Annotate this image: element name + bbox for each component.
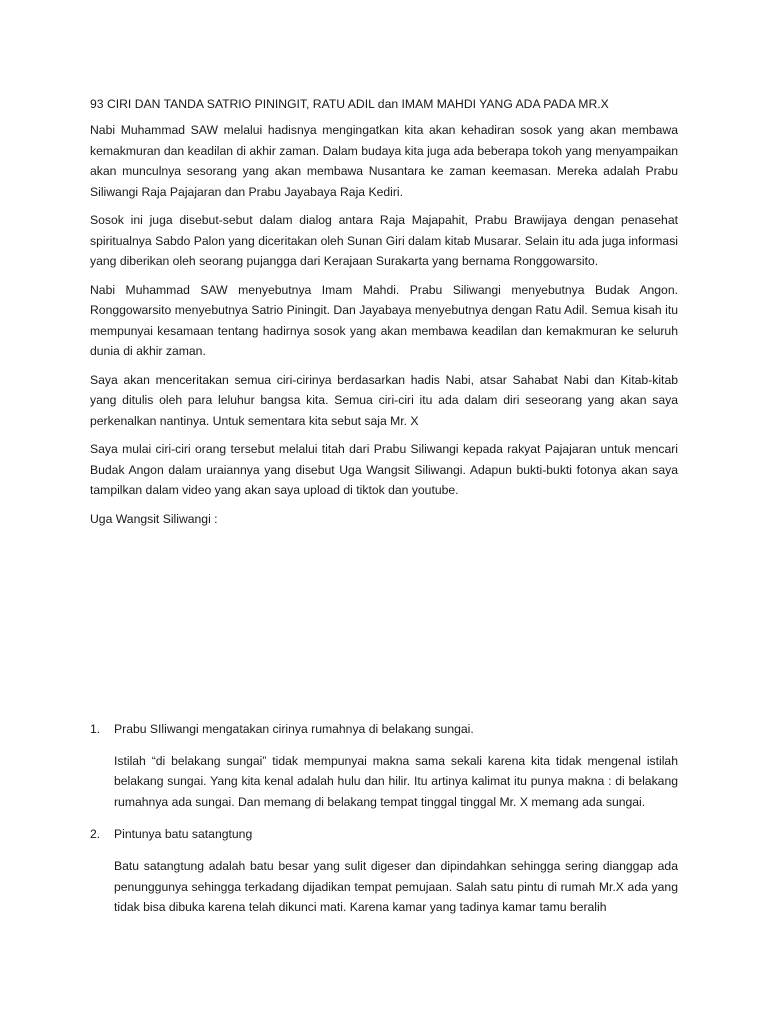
list-item-body: Batu satangtung adalah batu besar yang sulit digeser dan dipindahkan sehingga sering dianggap ada penunggunya sehingga terkadang dijadikan tempat pemujaan. Salah satu pintu di rumah Mr.X ada yang tidak bisa dibuka karena telah dikunci mati. Karena kamar yang tadinya kamar tamu beralih (114, 859, 678, 914)
document-title: 93 CIRI DAN TANDA SATRIO PININGIT, RATU ADIL dan IMAM MAHDI YANG ADA PADA MR.X (90, 97, 609, 111)
list-item-body: Istilah “di belakang sungai” tidak mempunyai makna sama sekali karena kita tidak mengenal istilah belakang sungai. Yang kita kenal adalah hulu dan hilir. Itu artinya kalimat itu punya makna : di belakang rumahnya ada sungai. Dan memang di belakang tempat tinggal tinggal Mr. X memang ada sungai. (114, 753, 678, 809)
list-item-number: 2. (90, 827, 101, 841)
paragraph-names: Nabi Muhammad SAW menyebutnya Imam Mahdi. Prabu Siliwangi menyebutnya Budak Angon. Ronggowarsito menyebutnya Satrio Piningit. Dan Jayabaya menyebutnya dengan Ratu Adil. Semua kisah itu mempunyai kesamaan tentang hadirnya sosok yang akan membawa keadilan dan kemakmuran ke seluruh dunia di akhir zaman. (90, 282, 678, 358)
numbered-list (90, 719, 678, 918)
list-item-number: 1. (90, 721, 101, 736)
paragraph-uga-wangsit: Saya mulai ciri-ciri orang tersebut melalui titah dari Prabu Siliwangi kepada rakyat Pajajaran untuk mencari Budak Angon dalam uraiannya yang disebut Uga Wangsit Siliwangi. Adapun bukti-bukti fotonya akan saya tampilkan dalam video yang akan saya upload di tiktok dan youtube. (90, 442, 678, 497)
list-item (90, 719, 678, 813)
list-item (90, 824, 678, 918)
paragraph-sabdo-palon: Sosok ini juga disebut-sebut dalam dialog antara Raja Majapahit, Prabu Brawijaya dengan penasehat spiritualnya Sabdo Palon yang diceritakan oleh Sunan Giri dalam kitab Musarar. Selain itu ada juga informasi yang diberikan oleh seorang pujangga dari Kerajaan Surakarta yang bernama Ronggowarsito. (90, 213, 678, 268)
list-item-title: Pintunya batu satangtung (114, 827, 253, 841)
uga-wangsit-label: Uga Wangsit Siliwangi : (90, 511, 218, 526)
list-item-title: Prabu SIliwangi mengatakan cirinya rumahnya di belakang sungai. (114, 721, 474, 736)
blank-space (90, 529, 678, 719)
paragraph-mr-x: Saya akan menceritakan semua ciri-cirinya berdasarkan hadis Nabi, atsar Sahabat Nabi dan Kitab-kitab yang ditulis oleh para leluhur bangsa kita. Semua ciri-ciri itu ada dalam diri seseorang yang akan saya perkenalkan nantinya. Untuk sementara kita sebut saja Mr. X (90, 372, 678, 428)
paragraph-intro: Nabi Muhammad SAW melalui hadisnya mengingatkan kita akan kehadiran sosok yang akan membawa kemakmuran dan keadilan di akhir zaman. Dalam budaya kita juga ada beberapa tokoh yang menyampaikan akan munculnya sesorang yang akan membawa Nusantara ke zaman keemasan. Mereka adalah Prabu Siliwangi Raja Pajajaran dan Prabu Jayabaya Raja Kediri. (90, 123, 678, 199)
